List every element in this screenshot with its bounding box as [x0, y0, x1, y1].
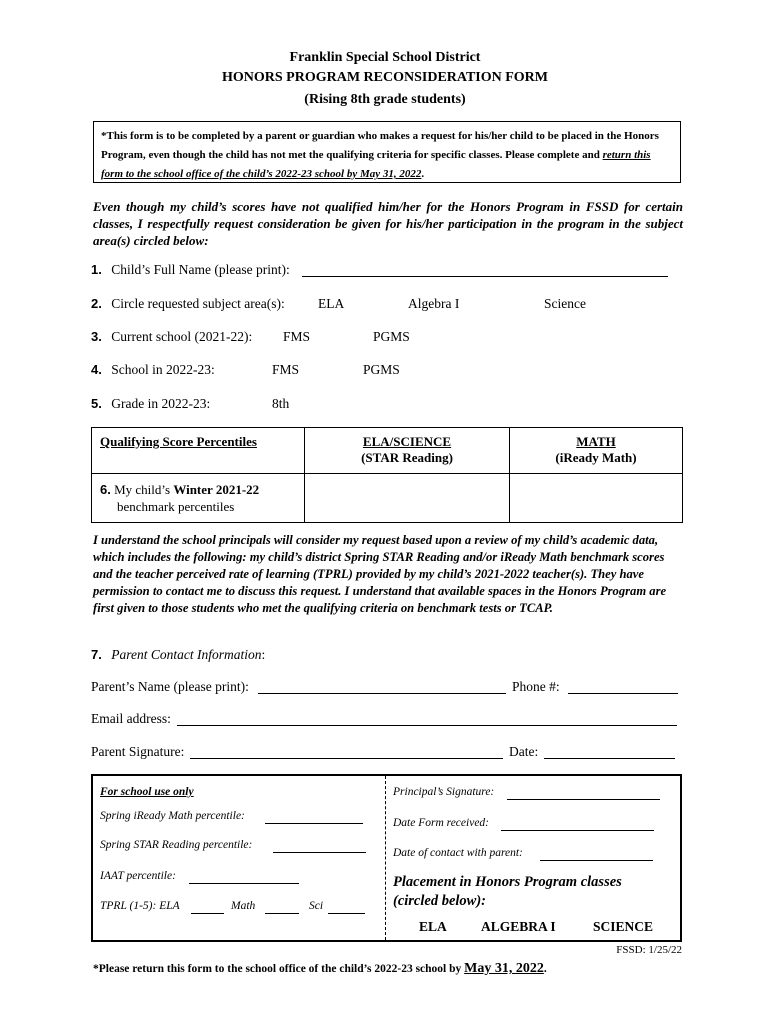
score-table-header: Qualifying Score Percentiles — [92, 428, 305, 474]
date-label: Date: — [509, 744, 539, 759]
child-name-label: Child’s Full Name (please print): — [111, 262, 290, 277]
iaat-percentile-label: IAAT percentile: — [100, 870, 176, 882]
item-number: 7. — [91, 647, 102, 662]
placement-heading: Placement in Honors Program classes (circled below): — [393, 874, 622, 909]
footer-text: *Please return this form to the school office of the child’s 2022-23 school by — [93, 963, 465, 975]
parent-signature-label: Parent Signature: — [91, 744, 185, 759]
date-contact-label: Date of contact with parent: — [393, 847, 523, 859]
ela-science-sub: (STAR Reading) — [361, 450, 453, 465]
footer-end: . — [543, 963, 547, 975]
item-subject-area — [91, 296, 285, 312]
item-next-school — [91, 362, 215, 378]
score-table — [91, 427, 683, 523]
winter-percentiles-label — [92, 474, 305, 523]
percentile-label-b: Winter 2021-22 — [173, 482, 260, 497]
parent-contact-colon: : — [261, 647, 266, 662]
subject-area-label: Circle requested subject area(s): — [111, 296, 285, 311]
subject-option-science[interactable]: Science — [544, 296, 586, 311]
percentile-label-a: My child’s — [114, 482, 174, 497]
math-sub: (iReady Math) — [555, 450, 637, 465]
percentile-label-c: benchmark percentiles — [117, 499, 235, 514]
math-percentile-cell[interactable] — [510, 474, 683, 523]
current-school-fms[interactable]: FMS — [283, 329, 311, 344]
parent-name-label: Parent’s Name (please print): — [91, 679, 249, 694]
school-use-divider — [385, 776, 386, 940]
next-school-label: School in 2022-23: — [111, 362, 215, 377]
footer-deadline: May 31, 2022 — [464, 961, 544, 976]
parent-signature-field[interactable] — [190, 746, 503, 759]
item-child-name — [91, 262, 290, 278]
tprl-ela-field[interactable] — [191, 902, 224, 914]
principal-signature-label: Principal’s Signature: — [393, 786, 495, 798]
principal-signature-field[interactable] — [507, 788, 660, 800]
tprl-math-field[interactable] — [265, 902, 299, 914]
item-number: 5. — [91, 396, 102, 411]
instructions-text: *This form is to be completed by a parent or guardian who makes a request for his/her child to be placed in the Honors Program, even though the child has not met the qualifying criteria for specific classes. Please complete and — [101, 130, 659, 161]
instructions-box — [93, 121, 681, 183]
grade-value: 8th — [272, 396, 290, 411]
item-grade — [91, 396, 210, 412]
phone-label: Phone #: — [512, 679, 560, 694]
tprl-ela-label: TPRL (1-5): ELA — [100, 900, 180, 912]
form-title: HONORS PROGRAM RECONSIDERATION FORM — [221, 70, 549, 85]
ela-science-title: ELA/SCIENCE — [362, 434, 452, 449]
ela-science-header — [305, 428, 510, 474]
star-percentile-label: Spring STAR Reading percentile: — [100, 839, 253, 851]
date-received-label: Date Form received: — [393, 817, 490, 829]
item-number: 1. — [91, 262, 102, 277]
placement-option-ela[interactable]: ELA — [419, 919, 447, 934]
iaat-percentile-field[interactable] — [189, 872, 299, 884]
current-school-pgms[interactable]: PGMS — [373, 329, 410, 344]
grade-label: Grade in 2022-23: — [111, 396, 211, 411]
item-number: 6. — [100, 482, 111, 497]
iready-percentile-field[interactable] — [265, 812, 363, 824]
math-header — [510, 428, 683, 474]
subject-option-algebra[interactable]: Algebra I — [408, 296, 460, 311]
current-school-label: Current school (2021-22): — [111, 329, 253, 344]
date-contact-field[interactable] — [540, 849, 653, 861]
instructions-deadline: return this form to the school office of the child’s 2022-23 school by May 31, 2022 — [101, 149, 651, 180]
date-field[interactable] — [544, 746, 675, 759]
tprl-sci-label: Sci — [309, 900, 324, 912]
parent-name-field[interactable] — [258, 681, 506, 694]
star-percentile-field[interactable] — [273, 841, 366, 853]
tprl-math-label: Math — [231, 900, 256, 912]
math-title: MATH — [576, 434, 616, 449]
child-name-field[interactable] — [302, 264, 668, 277]
placement-option-algebra[interactable]: ALGEBRA I — [481, 919, 556, 934]
footer-note — [93, 961, 547, 977]
next-school-fms[interactable]: FMS — [272, 362, 300, 377]
item-number: 4. — [91, 362, 102, 377]
item-number: 2. — [91, 296, 102, 311]
email-field[interactable] — [177, 713, 677, 726]
item-number: 3. — [91, 329, 102, 344]
grade-subtitle: (Rising 8th grade students) — [304, 92, 466, 107]
placement-option-science[interactable]: SCIENCE — [593, 919, 654, 934]
ela-percentile-cell[interactable] — [305, 474, 510, 523]
form-version: FSSD: 1/25/22 — [616, 944, 682, 956]
acknowledgement-statement: I understand the school principals will consider my request based upon a review of my child’s academic data, which includes the following: my child’s district Spring STAR Reading and/or iReady Math benchmark scores and the teacher perceived rate of learning (TPRL) provided by my child’s 2021-2022 teacher(s). They have permission to contact me to discuss this request. I understand that available spaces in the Honors Program are first given to those students who met the qualifying criteria on benchmark tests or TCAP. — [93, 533, 667, 615]
phone-field[interactable] — [568, 681, 678, 694]
school-use-box — [91, 774, 682, 942]
district-title: Franklin Special School District — [289, 50, 481, 65]
parent-contact-label: Parent Contact Information — [111, 647, 262, 662]
instructions-end: . — [421, 168, 425, 180]
item-current-school — [91, 329, 252, 345]
parent-contact-heading — [91, 647, 265, 663]
next-school-pgms[interactable]: PGMS — [363, 362, 400, 377]
iready-percentile-label: Spring iReady Math percentile: — [100, 810, 245, 822]
tprl-sci-field[interactable] — [328, 902, 365, 914]
subject-option-ela[interactable]: ELA — [318, 296, 345, 311]
school-use-title: For school use only — [100, 786, 194, 798]
request-statement: Even though my child’s scores have not qualified him/her for the Honors Program in FSSD for certain classes, I respectfully request consideration be given for his/her participation in the program in the subject area(s) circled below: — [93, 199, 683, 248]
email-label: Email address: — [91, 711, 171, 726]
date-received-field[interactable] — [501, 819, 654, 831]
